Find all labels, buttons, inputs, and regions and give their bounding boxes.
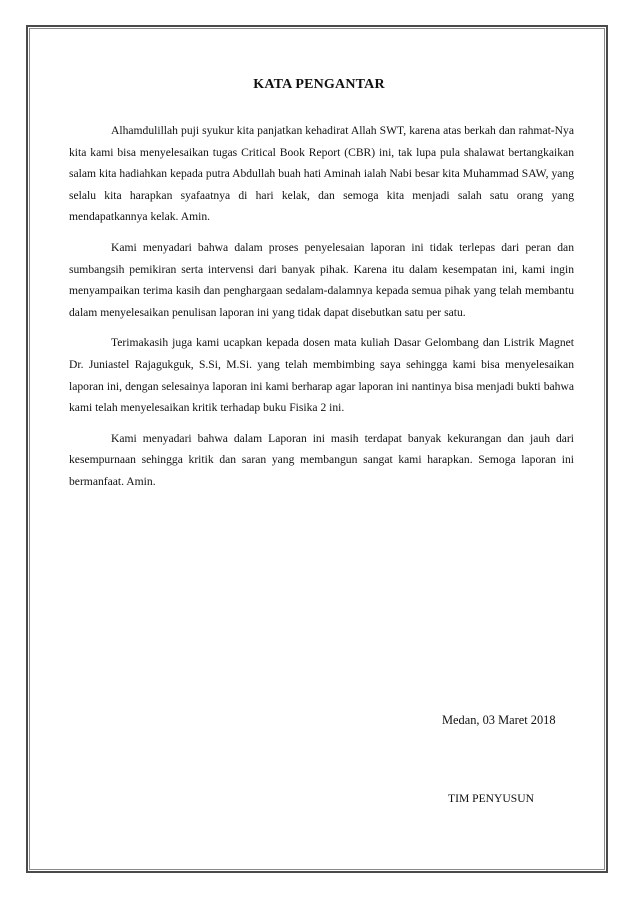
- paragraph-acknowledgement: Kami menyadari bahwa dalam proses penyelesaian laporan ini tidak terlepas dari peran dan sumbangsih pemikiran serta intervensi dari banyak pihak. Karena itu dalam kesempatan ini, kami ingin menyampaikan terima kasih dan penghargaan sedalam-dalamnya kepada semua pihak yang telah membantu dalam menyelesaikan penulisan laporan ini yang tidak dapat disebutkan satu per satu.: [69, 240, 574, 319]
- paragraph-closing: Kami menyadari bahwa dalam Laporan ini masih terdapat banyak kekurangan dan jauh dari kesempurnaan sehingga kritik dan saran yang membangun sangat kami harapkan. Semoga laporan ini bermanfaat. Amin.: [69, 431, 574, 488]
- paragraph-opening: Alhamdulillah puji syukur kita panjatkan kehadirat Allah SWT, karena atas berkah dan rahmat-Nya kita kami bisa menyelesaikan tugas Critical Book Report (CBR) ini, tak lupa pula shalawat bertangkaikan salam kita hadiahkan kepada putra Abdullah buah hati Aminah ialah Nabi besar kita Muhammad SAW, yang selalu kita harapkan syafaatnya di hari kelak, dan semoga kita menjadi salah satu orang yang mendapatkannya kelak. Amin.: [69, 124, 574, 224]
- document-body: [69, 120, 574, 502]
- place-date: Medan, 03 Maret 2018: [442, 713, 556, 727]
- signature-team: TIM PENYUSUN: [448, 792, 534, 805]
- paragraph-thanks-lecturer: Terimakasih juga kami ucapkan kepada dosen mata kuliah Dasar Gelombang dan Listrik Magnet Dr. Juniastel Rajagukguk, S.Si, M.Si. yang telah membimbing saya sehingga kami bisa menyelesaikan laporan ini, dengan selesainya laporan ini kami berharap agar laporan ini nantinya bisa menjadi bukti bahwa kami telah menyelesaikan kritik terhadap buku Fisika 2 ini.: [69, 336, 574, 415]
- page-title: KATA PENGANTAR: [253, 77, 385, 92]
